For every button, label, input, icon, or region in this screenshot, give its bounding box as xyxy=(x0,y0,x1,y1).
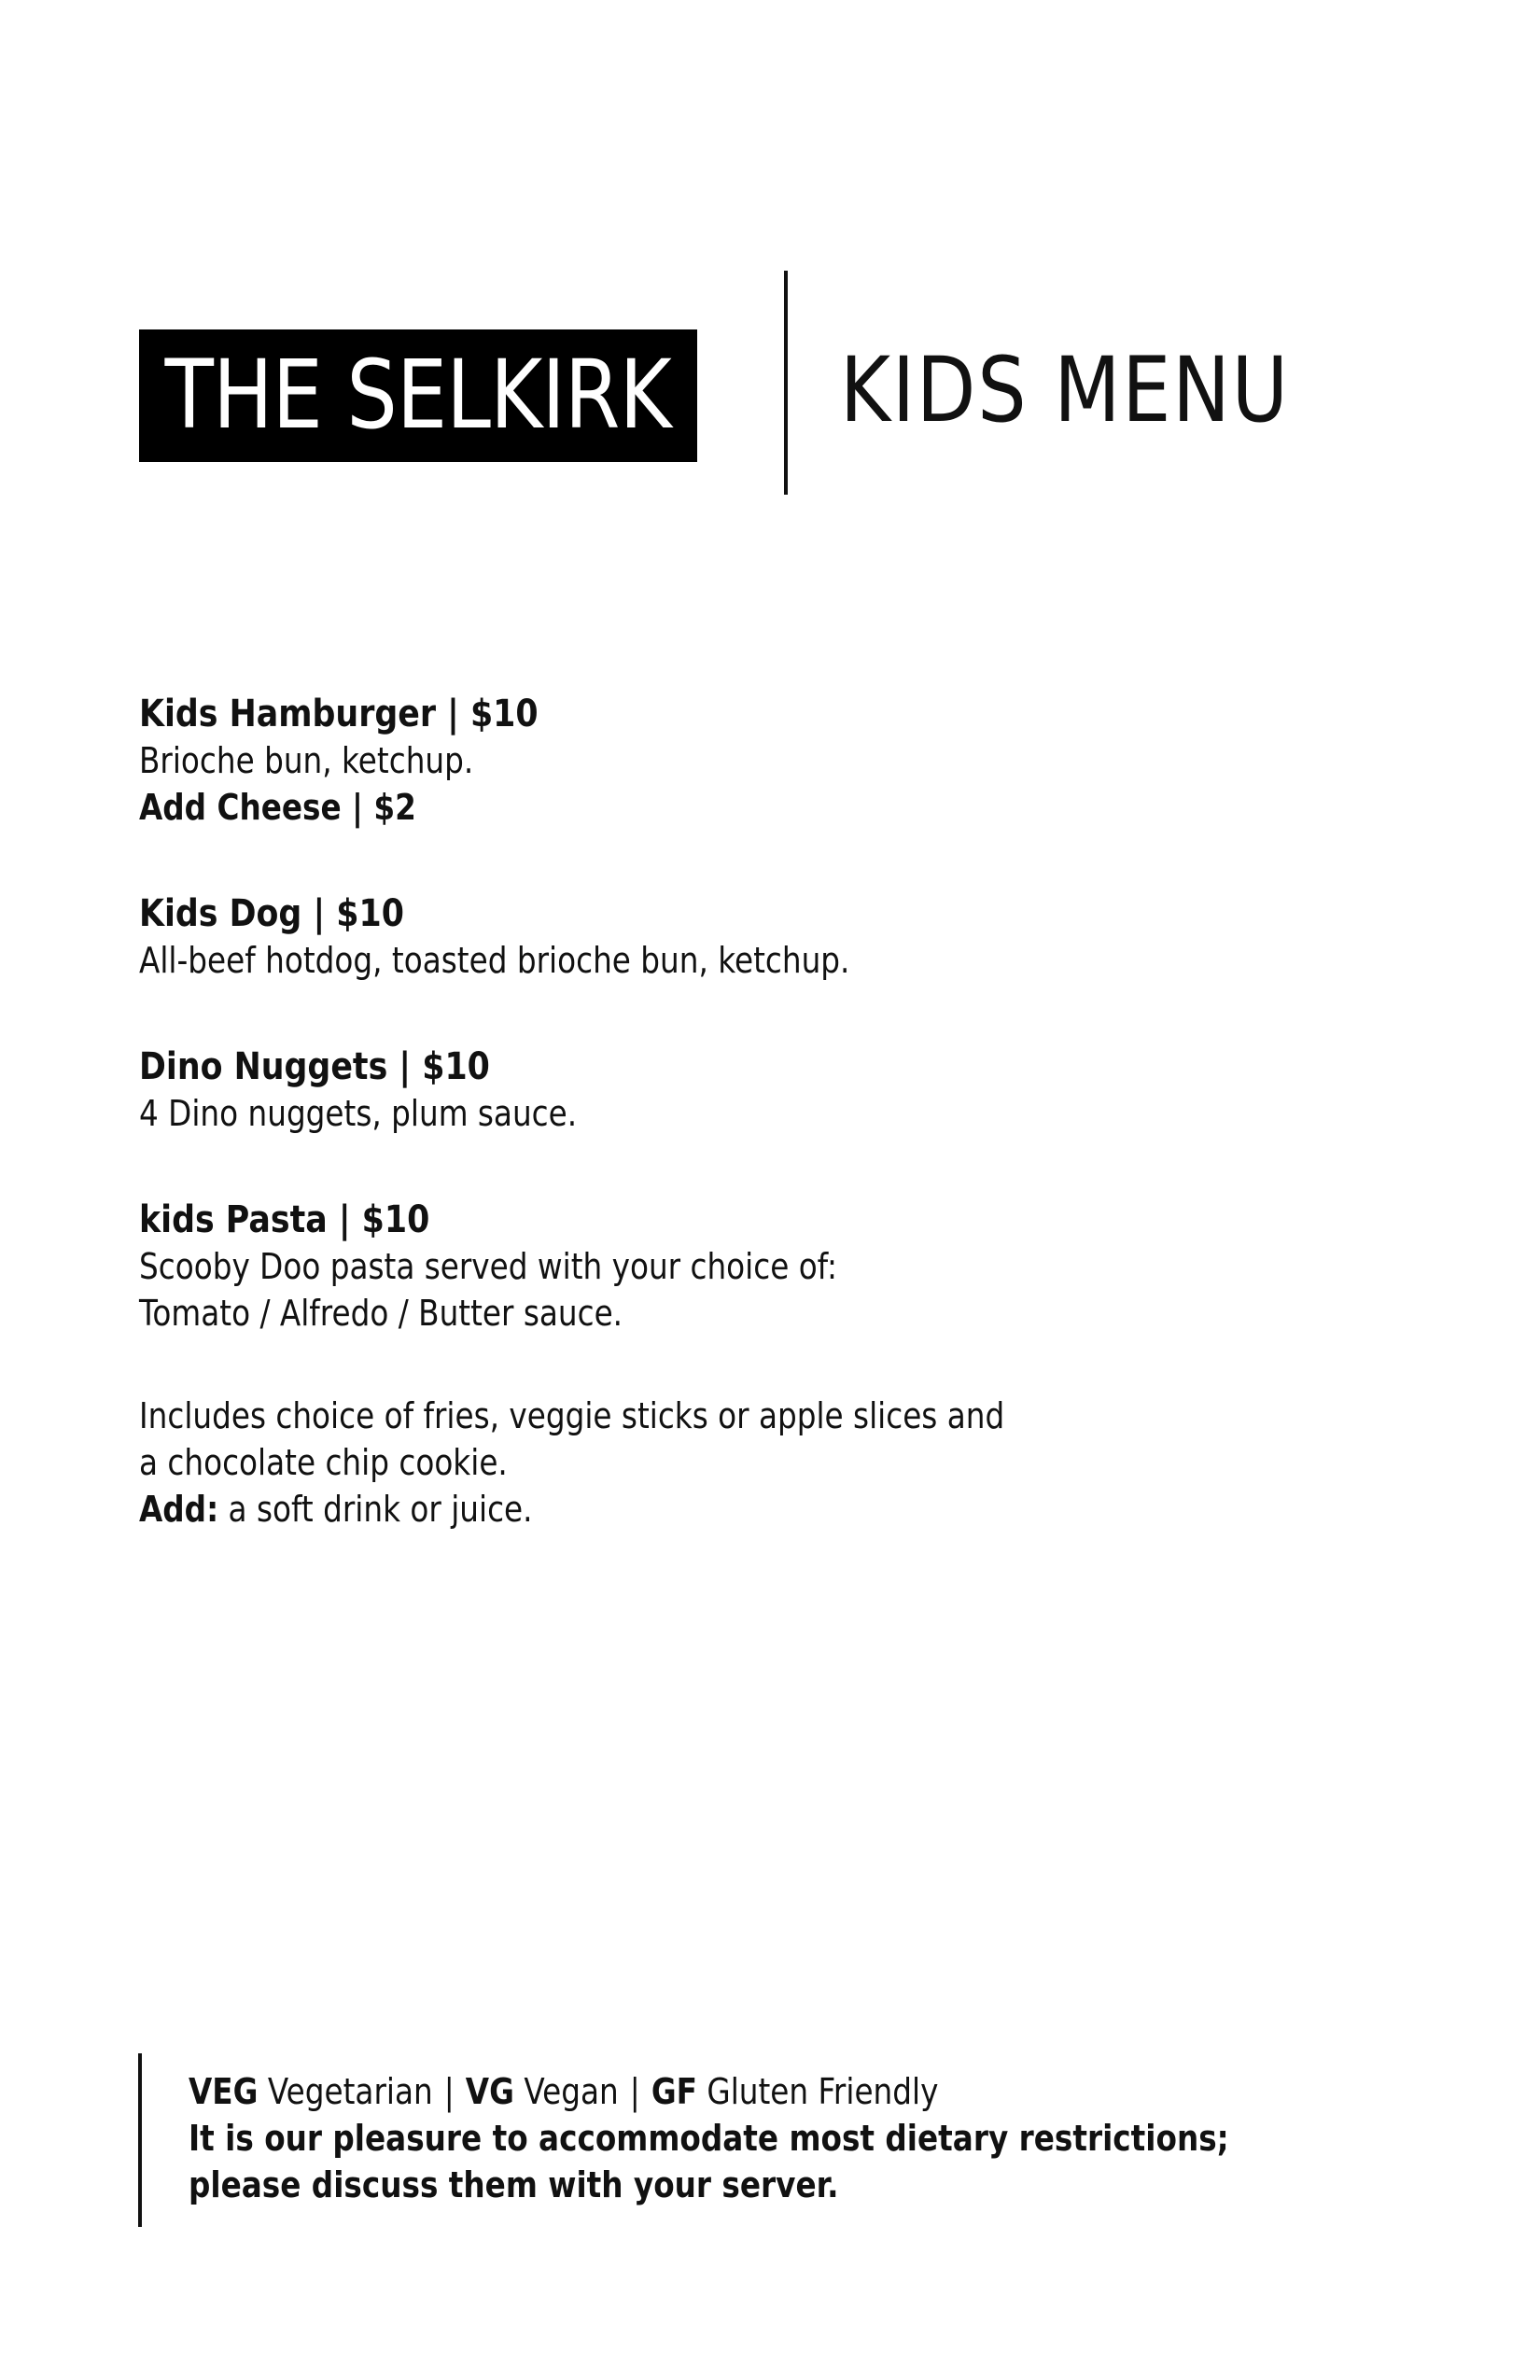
vg-label: Vegan xyxy=(513,2071,619,2112)
legend-separator: | xyxy=(629,2071,640,2112)
footer-rule xyxy=(138,2053,142,2227)
menu-item-hamburger xyxy=(139,691,1259,831)
add-label: Add: xyxy=(139,1489,219,1530)
item-description: Scooby Doo pasta served with your choice of: xyxy=(139,1246,838,1287)
dietary-note: please discuss them with your server. xyxy=(189,2164,839,2205)
dietary-legend xyxy=(189,2068,1232,2115)
legend-separator: | xyxy=(443,2071,455,2112)
brand-logo xyxy=(139,329,697,462)
item-description: Tomato / Alfredo / Butter sauce. xyxy=(139,1293,623,1334)
title-divider xyxy=(784,271,788,495)
menu-item-dog xyxy=(139,890,1259,984)
add-text: a soft drink or juice. xyxy=(218,1489,533,1530)
item-description: All-beef hotdog, toasted brioche bun, ketchup. xyxy=(139,940,850,981)
item-name: kids Pasta | $10 xyxy=(139,1198,430,1241)
menu-item-nuggets xyxy=(139,1043,1259,1137)
dietary-footer xyxy=(189,2068,1402,2208)
includes-line: a chocolate chip cookie. xyxy=(139,1442,508,1483)
item-addon: Add Cheese | $2 xyxy=(139,787,416,828)
add-drink-line xyxy=(139,1486,1102,1533)
item-name: Dino Nuggets | $10 xyxy=(139,1045,490,1088)
item-name: Kids Hamburger | $10 xyxy=(139,693,539,735)
includes-line: Includes choice of fries, veggie sticks or apple slices and xyxy=(139,1395,1005,1436)
includes-note xyxy=(139,1393,1259,1533)
item-description: 4 Dino nuggets, plum sauce. xyxy=(139,1093,578,1134)
menu-title: KIDS MENU xyxy=(840,338,1290,442)
dietary-note: It is our pleasure to accommodate most dietary restrictions; xyxy=(189,2118,1229,2159)
brand-logo-text: THE SELKIRK xyxy=(164,340,672,451)
veg-code: VEG xyxy=(189,2071,259,2112)
vg-code: VG xyxy=(465,2071,514,2112)
gf-label: Gluten Friendly xyxy=(696,2071,939,2112)
item-name: Kids Dog | $10 xyxy=(139,892,404,935)
item-description: Brioche bun, ketchup. xyxy=(139,740,474,781)
menu-list xyxy=(139,691,1259,1533)
veg-label: Vegetarian xyxy=(258,2071,433,2112)
menu-item-pasta xyxy=(139,1197,1259,1337)
gf-code: GF xyxy=(651,2071,697,2112)
